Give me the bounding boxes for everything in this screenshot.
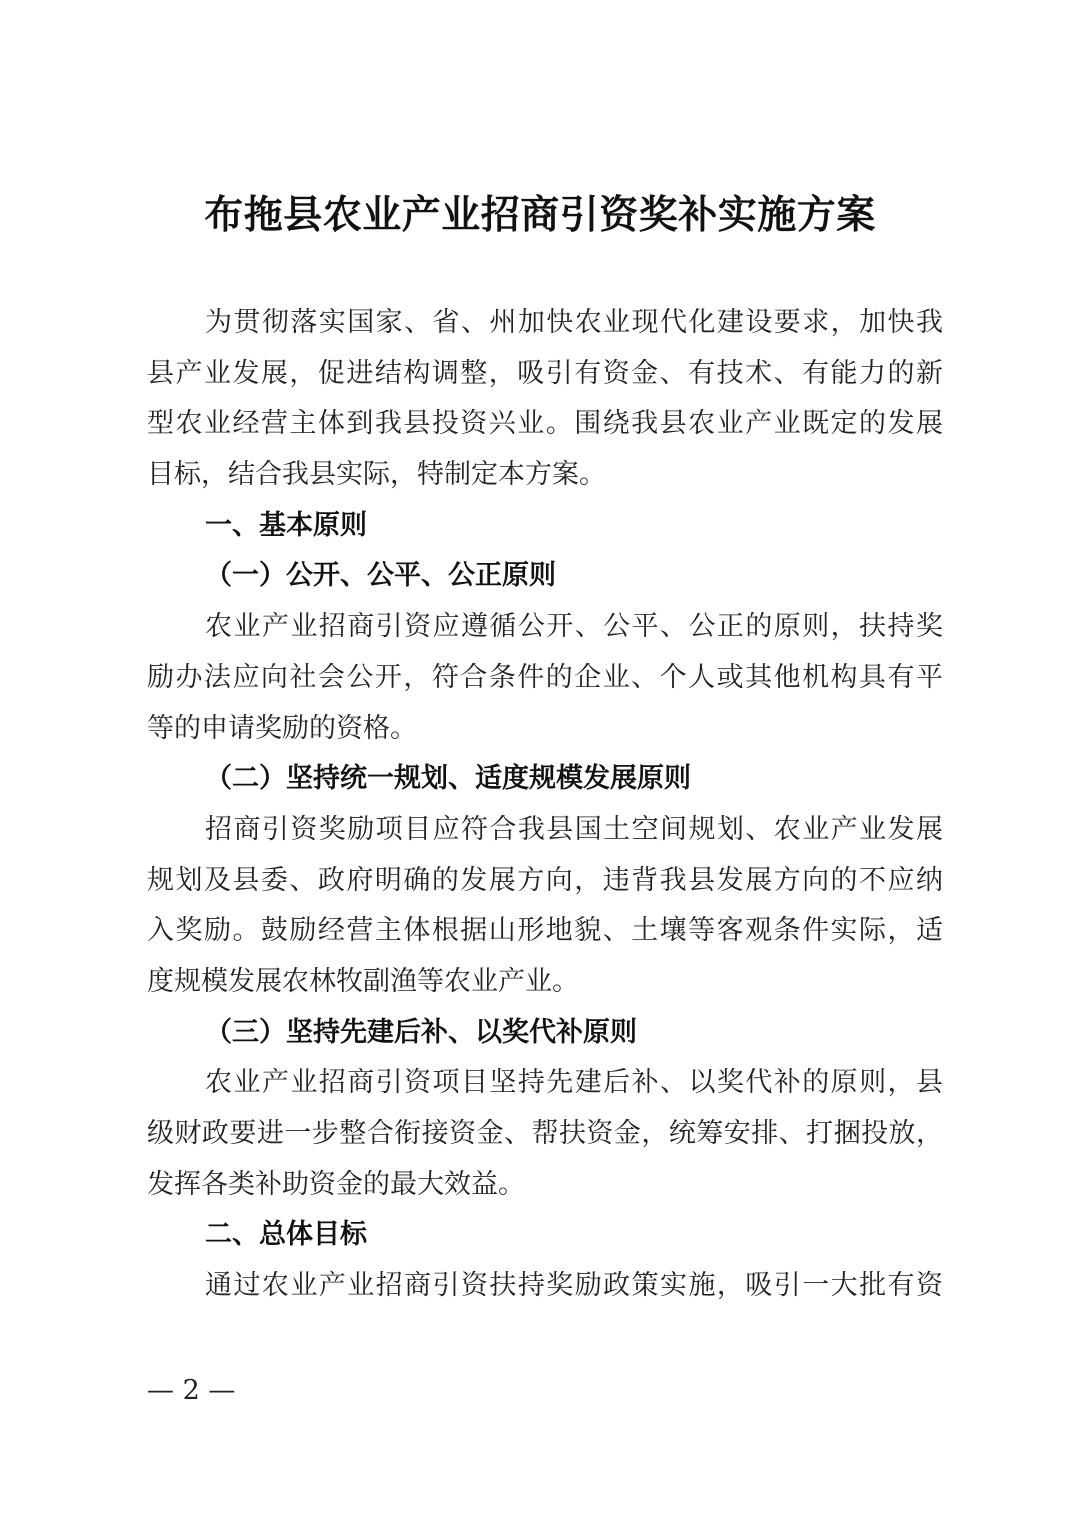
paragraph-line: 等的申请奖励的资格。 xyxy=(147,712,417,744)
paragraph-line: 度规模发展农林牧副渔等农业产业。 xyxy=(147,965,579,997)
paragraph-line: 规划及县委、政府明确的发展方向，违背我县发展方向的不应纳 xyxy=(147,864,943,896)
subsection-heading: （一）公开、公平、公正原则 xyxy=(205,560,556,592)
page-number: — 2 — xyxy=(147,1375,236,1406)
paragraph-line: 入奖励。鼓励经营主体根据山形地貌、土壤等客观条件实际，适 xyxy=(147,915,943,947)
paragraph-line: 县产业发展，促进结构调整，吸引有资金、有技术、有能力的新 xyxy=(147,357,943,389)
paragraph-line: 农业产业招商引资应遵循公开、公平、公正的原则，扶持奖 xyxy=(205,611,943,643)
paragraph-line: 农业产业招商引资项目坚持先建后补、以奖代补的原则，县 xyxy=(205,1067,943,1099)
document-body xyxy=(147,298,943,1312)
paragraph-line: 发挥各类补助资金的最大效益。 xyxy=(147,1168,525,1200)
paragraph-line: 型农业经营主体到我县投资兴业。围绕我县农业产业既定的发展 xyxy=(147,408,943,440)
paragraph-line: 级财政要进一步整合衔接资金、帮扶资金，统筹安排、打捆投放， xyxy=(147,1118,943,1149)
paragraph-line: 为贯彻落实国家、省、州加快农业现代化建设要求，加快我 xyxy=(205,307,943,338)
subsection-heading: （二）坚持统一规划、适度规模发展原则 xyxy=(205,763,691,795)
paragraph-line: 通过农业产业招商引资扶持奖励政策实施，吸引一大批有资 xyxy=(205,1270,943,1302)
document-title: 布拖县农业产业招商引资奖补实施方案 xyxy=(204,192,876,238)
paragraph-line: 招商引资奖励项目应符合我县国土空间规划、农业产业发展 xyxy=(205,813,943,845)
subsection-heading: （三）坚持先建后补、以奖代补原则 xyxy=(205,1016,637,1048)
section-heading: 一、基本原则 xyxy=(205,509,367,541)
paragraph-line: 目标，结合我县实际，特制定本方案。 xyxy=(147,459,606,491)
paragraph-line: 励办法应向社会公开，符合条件的企业、个人或其他机构具有平 xyxy=(147,661,943,693)
section-heading: 二、总体目标 xyxy=(205,1219,367,1251)
